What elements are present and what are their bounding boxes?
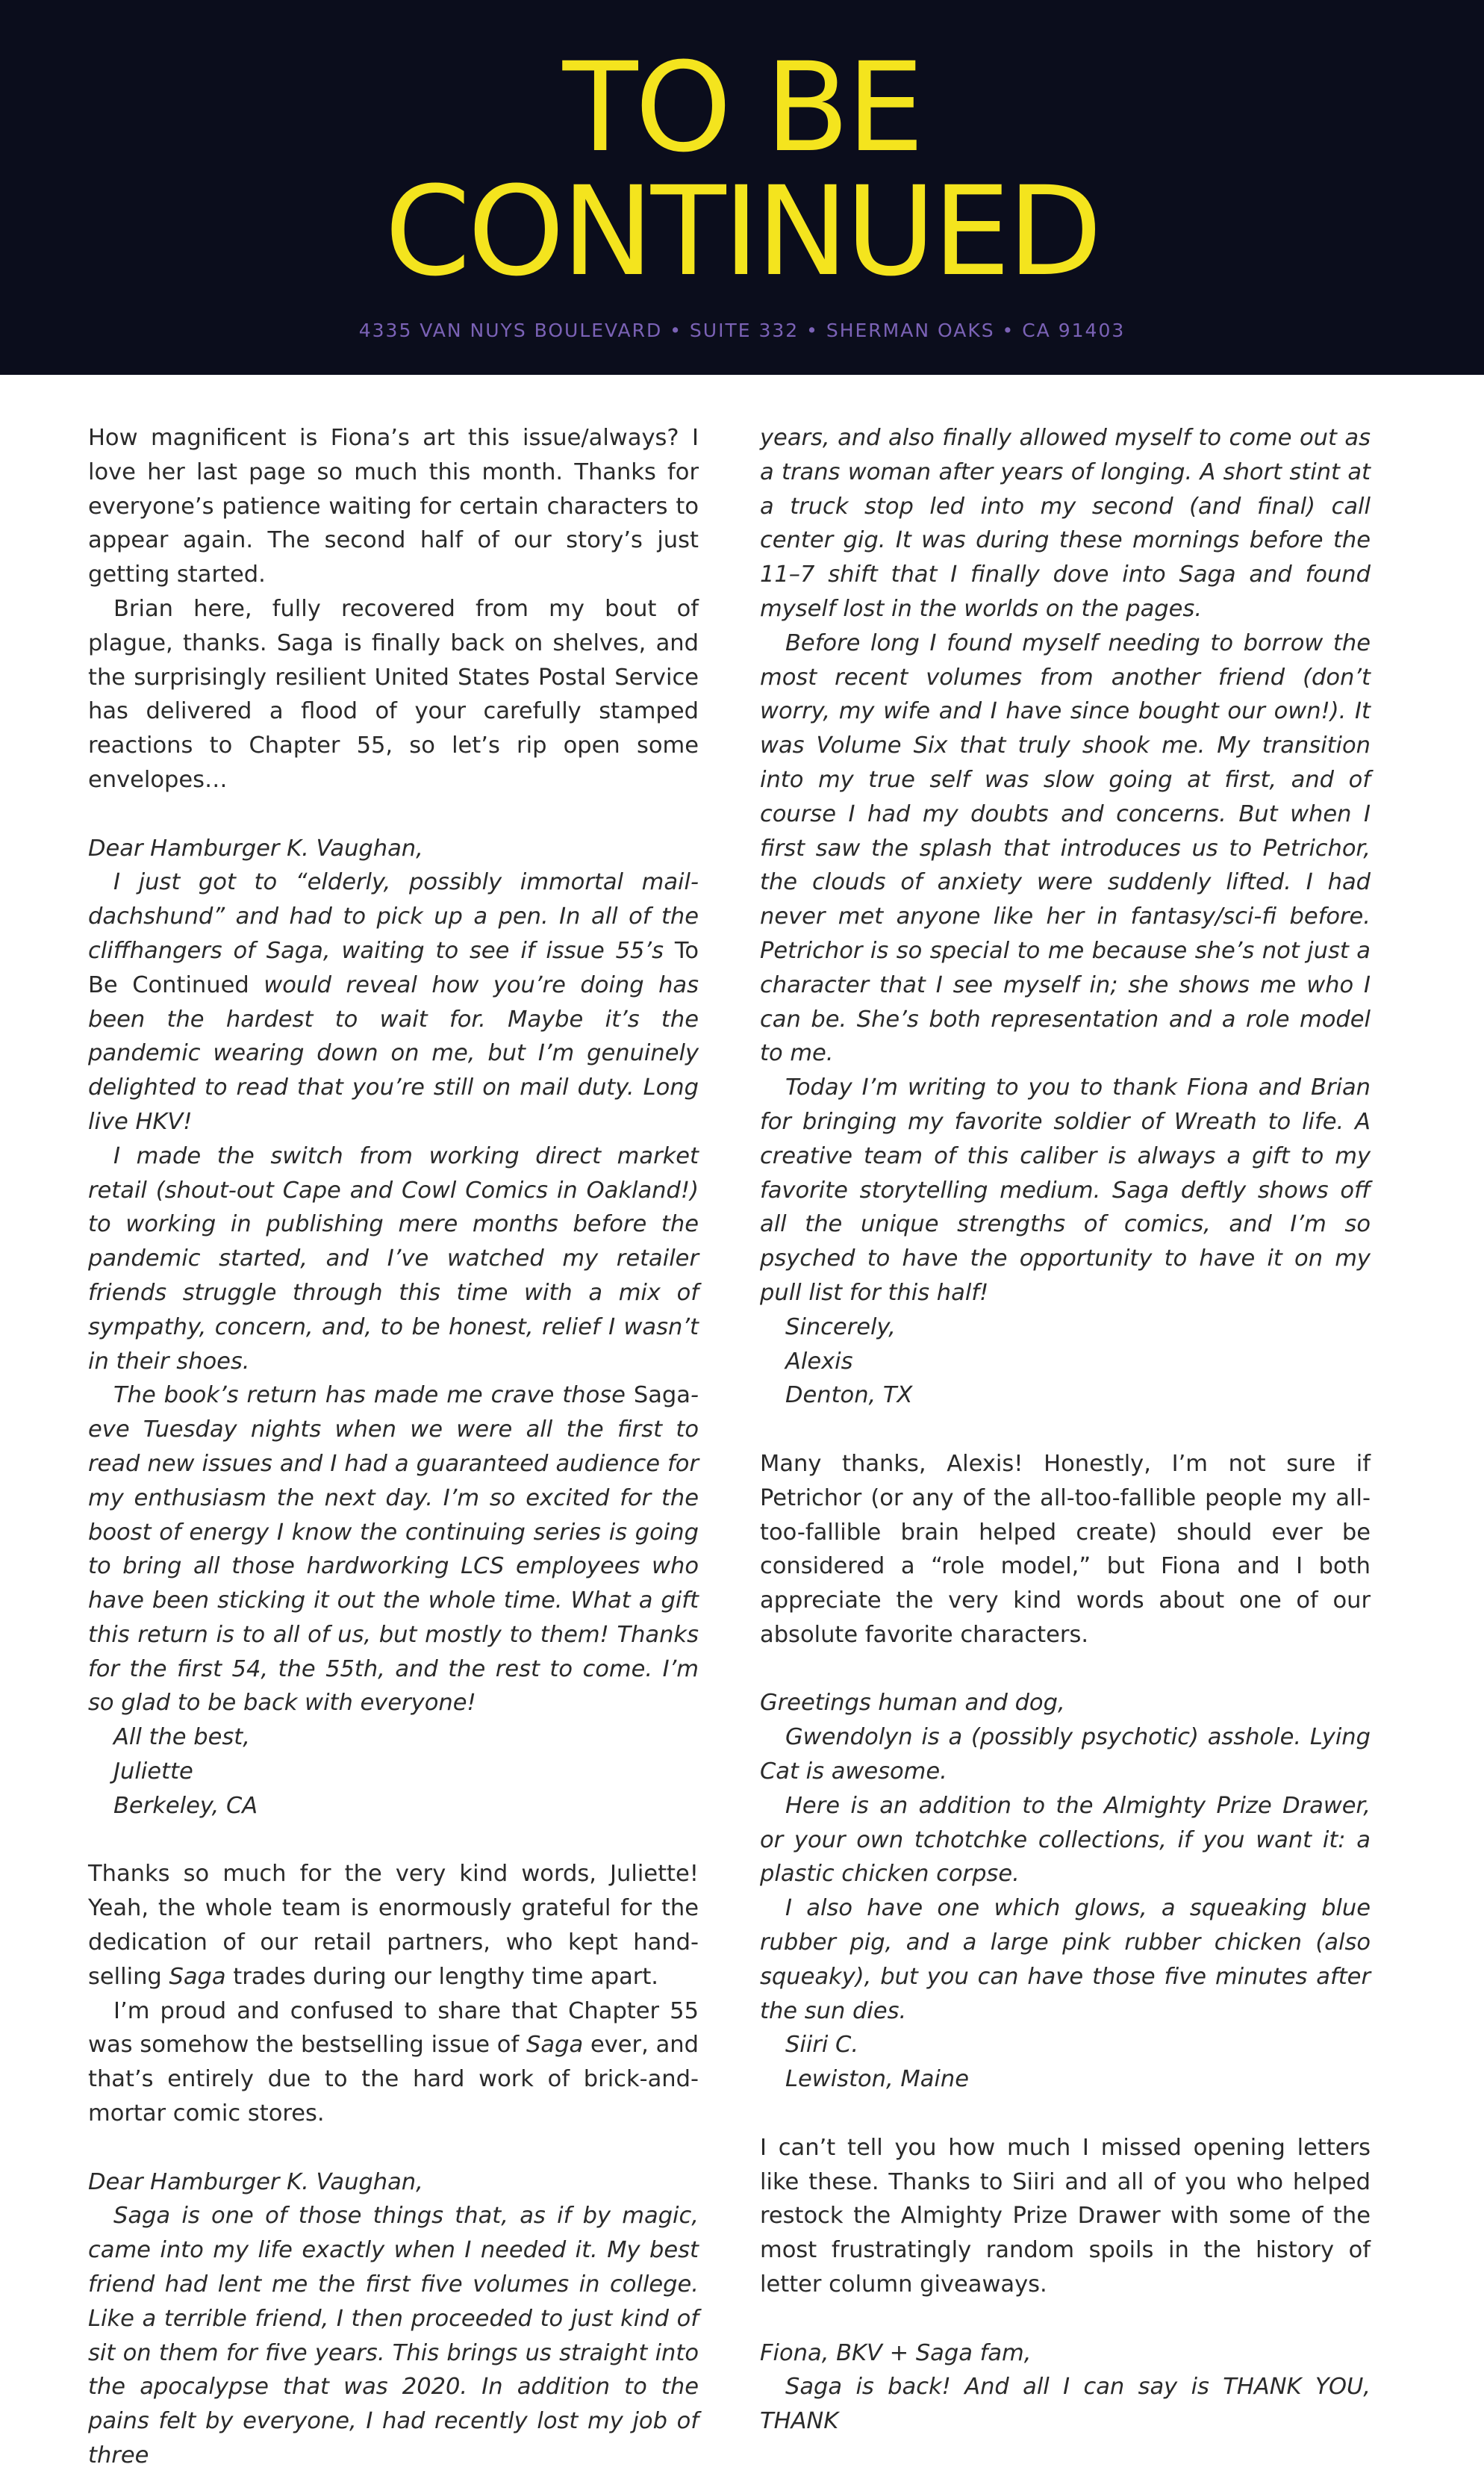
left-column: [88, 421, 699, 2473]
reply-1-paragraph-2: I’m proud and confused to share that Chapter 55 was somehow the bestselling issue of Saga ever, and that’s entirely due to the hard work of brick-and-mortar comic stores.: [88, 1997, 699, 2127]
letter-1-signature: Juliette: [113, 1758, 193, 1785]
letter-2-paragraph-3: Today I’m writing to you to thank Fiona and Brian for bringing my favorite soldier of Wreath to life. A creative team of this caliber is always a gift to my favorite storytelling medium. Saga deftly shows off all the unique strengths of comics, and I’m so psyched to have the opportunity to have it on my pull list for this half!: [760, 1074, 1371, 1306]
right-column: [760, 421, 1371, 2439]
letter-2-signature: Alexis: [785, 1348, 853, 1375]
letter-4-salutation: Fiona, BKV + Saga fam,: [760, 2339, 1032, 2366]
letter-1-paragraph-1: I just got to “elderly, possibly immortal mail-dachshund” and had to pick up a pen. In all of the cliffhangers of Saga, waiting to see if issue 55’s To Be Continued would reveal how you’re doing has been the hardest to wait for. Maybe it’s the pandemic wearing down on me, but I’m genuinely delighted to read that you’re still on mail duty. Long live HKV!: [88, 869, 699, 1135]
letter-1-paragraph-2: I made the switch from working direct market retail (shout-out Cape and Cowl Comics in Oakland!) to working in publishing mere months before the pandemic started, and I’ve watched my retailer friends struggle through this time with a mix of sympathy, concern, and, to be honest, relief I wasn’t in their shoes.: [88, 1142, 699, 1375]
letter-2-salutation: Dear Hamburger K. Vaughan,: [88, 2168, 423, 2195]
reply-2-paragraph: Many thanks, Alexis! Honestly, I’m not sure if Petrichor (or any of the all-too-fallible people my all-too-fallible brain helped create) should ever be considered a “role model,” but Fiona and I both appreciate the very kind words about one of our absolute favorite characters.: [760, 1450, 1371, 1648]
letter-4-paragraph-1: Saga is back! And all I can say is THANK YOU, THANK: [760, 2374, 1371, 2435]
letter-2-location: Denton, TX: [785, 1382, 913, 1409]
letter-2-signoff: Sincerely,: [785, 1313, 896, 1340]
letter-1-location: Berkeley, CA: [113, 1792, 258, 1819]
letter-1-salutation: Dear Hamburger K. Vaughan,: [88, 835, 423, 862]
reply-1-paragraph-1: Thanks so much for the very kind words, Juliette! Yeah, the whole team is enormously grateful for the dedication of our retail partners, who kept hand-selling Saga trades during our lengthy time apart.: [88, 1861, 699, 1990]
letter-3-location: Lewiston, Maine: [785, 2066, 969, 2093]
mailing-address: 4335 VAN NUYS BOULEVARD • SUITE 332 • SHERMAN OAKS • CA 91403: [358, 320, 1126, 341]
letter-3-paragraph-3: I also have one which glows, a squeaking blue rubber pig, and a large pink rubber chicken (also squeaky), but you can have those five minutes after the sun dies.: [760, 1895, 1371, 2024]
page-title-line-2: CONTINUED: [384, 160, 1100, 303]
reply-3-paragraph: I can’t tell you how much I missed opening letters like these. Thanks to Siiri and all of you who helped restock the Almighty Prize Drawer with some of the most frustratingly random spoils in the history of letter column giveaways.: [760, 2134, 1371, 2298]
letter-3-paragraph-1: Gwendolyn is a (possibly psychotic) asshole. Lying Cat is awesome.: [760, 1724, 1371, 1785]
header-banner: [0, 0, 1484, 375]
intro-paragraph-2: Brian here, fully recovered from my bout of plague, thanks. Saga is finally back on shelves, and the surprisingly resilient United States Postal Service has delivered a flood of your carefully stamped reactions to Chapter 55, so let’s rip open some envelopes…: [88, 595, 699, 793]
letter-2-paragraph-1: Saga is one of those things that, as if by magic, came into my life exactly when I needed it. My best friend had lent me the first five volumes in college. Like a terrible friend, I then proceeded to just kind of sit on them for five years. This brings us straight into the apocalypse that was 2020. In addition to the pains felt by everyone, I had recently lost my job of three: [88, 2203, 699, 2469]
letter-3-signature: Siiri C.: [785, 2032, 859, 2059]
page-title-line-1: TO BE: [562, 36, 922, 179]
letter-1-signoff: All the best,: [113, 1724, 250, 1751]
letter-1-paragraph-3: The book’s return has made me crave those Saga-eve Tuesday nights when we were all the first to read new issues and I had a guaranteed audience for my enthusiasm the next day. I’m so excited for the boost of energy I know the continuing series is going to bring all those hardworking LCS employees who have been sticking it out the whole time. What a gift this return is to all of us, but mostly to them! Thanks for the first 54, the 55th, and the rest to come. I’m so glad to be back with everyone!: [88, 1382, 699, 1717]
intro-paragraph: How magnificent is Fiona’s art this issue/always? I love her last page so much this month. Thanks for everyone’s patience waiting for certain characters to appear again. The second half of our story’s just getting started.: [88, 425, 699, 588]
letter-2-continued: years, and also finally allowed myself to come out as a trans woman after years of longing. A short stint at a truck stop led into my second (and final) call center gig. It was during these mornings before the 11–7 shift that I finally dove into Saga and found myself lost in the worlds on the pages.: [760, 425, 1371, 622]
letter-3-salutation: Greetings human and dog,: [760, 1690, 1065, 1717]
letter-3-paragraph-2: Here is an addition to the Almighty Prize Drawer, or your own tchotchke collections, if you want it: a plastic chicken corpse.: [760, 1792, 1371, 1888]
letter-2-paragraph-2: Before long I found myself needing to borrow the most recent volumes from another friend (don’t worry, my wife and I have since bought our own!). It was Volume Six that truly shook me. My transition into my true self was slow going at first, and of course I had my doubts and concerns. But when I first saw the splash that introduces us to Petrichor, the clouds of anxiety were suddenly lifted. I had never met anyone like her in fantasy/sci-fi before. Petrichor is so special to me because she’s not just a character that I see myself in; she shows me who I can be. She’s both representation and a role model to me.: [760, 629, 1371, 1067]
